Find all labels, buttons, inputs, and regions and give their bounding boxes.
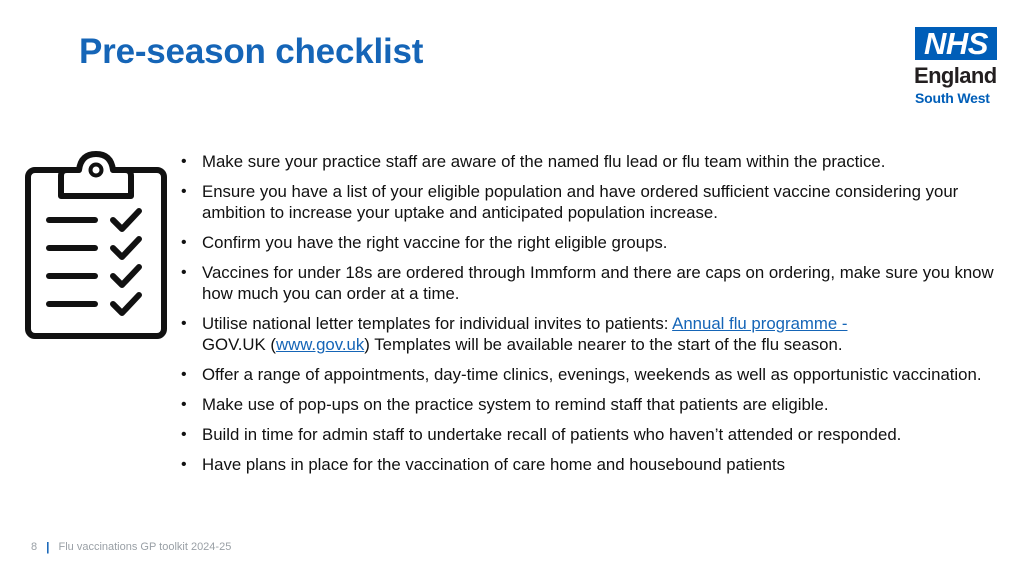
checklist-item: • Ensure you have a list of your eligible population and have ordered sufficient vaccine considering your ambition to increase your uptake and anticipated population increase. (181, 182, 959, 222)
checklist (181, 151, 1011, 484)
footer-text: Flu vaccinations GP toolkit 2024-25 (58, 541, 232, 553)
page-title: Pre-season checklist (79, 32, 424, 71)
nhs-england-logo (914, 27, 1000, 107)
nhs-brand-box: NHS (915, 27, 997, 60)
checklist-item: • Vaccines for under 18s are ordered through Immform and there are caps on ordering, make sure you know how much you can order at a time. (181, 263, 994, 303)
footer-separator: | (46, 540, 50, 554)
slide-footer (31, 540, 231, 554)
checklist-item: • Offer a range of appointments, day-time clinics, evenings, weekends as well as opportunistic vaccination. (181, 365, 982, 384)
logo-org-name: England (914, 63, 997, 88)
checklist-item: • Make use of pop-ups on the practice system to remind staff that patients are eligible. (181, 395, 829, 414)
clipboard-checklist-icon (25, 150, 167, 340)
logo-region-name: South West (915, 90, 990, 106)
checklist-item: • Utilise national letter templates for individual invites to patients: Annual flu programme - GOV.UK (www.gov.uk) Templates will be available nearer to the start of the flu season. (181, 314, 848, 354)
gov-uk-link[interactable]: www.gov.uk (275, 335, 365, 354)
page-number: 8 (31, 541, 38, 553)
checklist-item: • Build in time for admin staff to undertake recall of patients who haven’t attended or responded. (181, 425, 902, 444)
annual-flu-programme-link[interactable]: Annual flu programme - (672, 314, 848, 333)
checklist-item: • Make sure your practice staff are aware of the named flu lead or flu team within the practice. (181, 152, 886, 171)
checklist-item: • Confirm you have the right vaccine for the right eligible groups. (181, 233, 668, 252)
checklist-item: • Have plans in place for the vaccination of care home and housebound patients (181, 455, 786, 474)
